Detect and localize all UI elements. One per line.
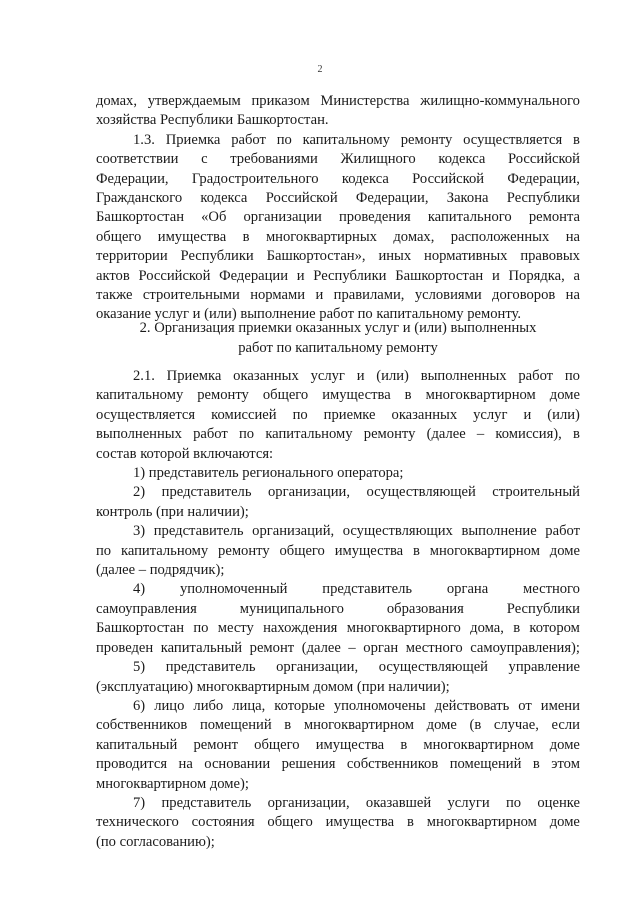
list-item: 4) уполномоченный представитель органа местного [133,581,580,598]
text-line: проводится на основании решения собственников помещений в этом [96,756,580,773]
text-line: капитальный ремонт общего имущества в многоквартирном доме [96,736,580,753]
text-line: домах, утверждаемым приказом Министерства жилищно-коммунального [96,93,580,109]
text-line: технического состояния общего имущества в многоквартирном доме [96,814,580,831]
text-line: территории Республики Башкортостан», иных нормативных правовых [96,248,580,265]
list-item: 2) представитель организации, осуществляющей строительный [133,484,580,501]
text-line: общего имущества в многоквартирных домах, расположенных на [96,228,580,245]
text-line: выполненных работ по капитальному ремонту (далее – комиссия), в [96,426,580,443]
list-item: 5) представитель организации, осуществляющей управление [133,659,580,676]
text-line: 1.3. Приемка работ по капитальному ремонту осуществляется в [133,131,580,148]
text-line: Гражданского кодекса Российской Федерации, Закона Республики [96,190,580,207]
text-line: (эксплуатацию) многоквартирным домом (при наличии); [96,678,450,695]
text-line: осуществляется комиссией по приемке оказанных услуг и (или) [96,406,580,423]
text-line: самоуправления муниципального образования Республики [96,600,580,617]
text-line: Федерации, Градостроительного кодекса Российской Федерации, [96,170,580,187]
heading-line: 2. Организация приемки оказанных услуг и (или) выполненных [139,320,537,336]
text-line: капитальному ремонту общего имущества в многоквартирном доме [96,387,580,404]
text-line: также строительными нормами и правилами, условиями договоров на [96,287,580,304]
text-line: (далее – подрядчик); [96,562,225,579]
text-line: Башкортостан по месту нахождения многоквартирного дома, в котором [96,620,580,637]
text-line: хозяйства Республики Башкортостан. [96,112,329,129]
text-line: состав которой включаются: [96,445,274,462]
text-line: актов Российской Федерации и Республики Башкортостан и Порядка, а [96,267,580,284]
text-line: многоквартирном доме); [96,775,249,792]
list-item: 3) представитель организаций, осуществляющих выполнение работ [133,523,580,540]
text-line: (по согласованию); [96,833,215,850]
text-line: соответствии с требованиями Жилищного кодекса Российской [96,151,580,168]
text-line: Башкортостан «Об организации проведения капитального ремонта [96,209,580,226]
list-item: 7) представитель организации, оказавшей услуги по оценке [133,794,580,811]
heading-line: работ по капитальному ремонту [238,340,438,356]
text-line: 2.1. Приемка оказанных услуг и (или) выполненных работ по [133,368,580,384]
text-line: собственников помещений в многоквартирном доме (в случае, если [96,717,580,734]
text-line: оказание услуг и (или) выполнение работ по капитальному ремонту. [96,306,522,323]
section-2-text [96,367,580,852]
list-item: 1) представитель регионального оператора; [133,465,404,482]
text-line: проведен капитальный ремонт (далее – орган местного самоуправления); [96,639,580,656]
list-item: 6) лицо либо лица, которые уполномочены действовать от имени [133,697,580,714]
text-line: по капитальному ремонту общего имущества в многоквартирном доме [96,542,580,559]
section-2-heading [96,318,580,358]
section-1-text [96,92,580,325]
page-number: 2 [317,64,323,75]
text-line: контроль (при наличии); [96,503,249,520]
